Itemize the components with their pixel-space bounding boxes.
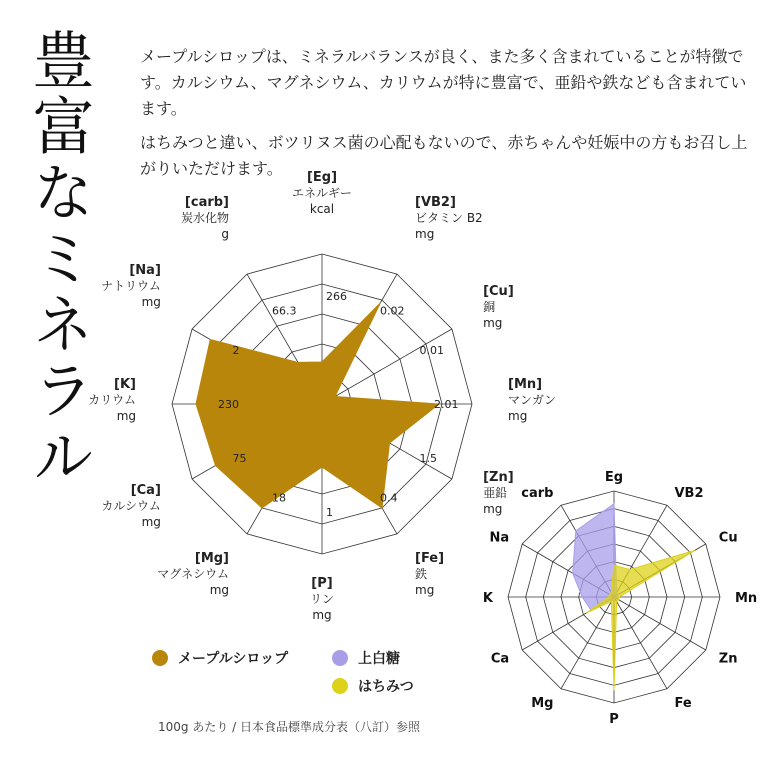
axis-label: VB2	[674, 486, 704, 502]
axis-unit: mg	[312, 607, 332, 622]
axis-label: Mg	[531, 695, 554, 711]
source-note: 100g あたり / 日本食品標準成分表（八訂）参照	[158, 720, 421, 734]
axis-label: carb	[521, 486, 554, 502]
axis-label: Mn	[735, 591, 758, 606]
value-label: 2.01	[434, 398, 459, 411]
axis-code: [Na]	[129, 263, 161, 279]
axis-unit: mg	[483, 502, 503, 516]
value-label: 266	[326, 290, 347, 303]
axis-unit: mg	[415, 227, 435, 242]
axis-name: 鉄	[415, 566, 428, 581]
legend-label-maple: メープルシロップ	[178, 651, 289, 667]
legend-item-sugar	[332, 648, 400, 668]
legend-swatch-sugar	[332, 650, 348, 666]
axis-name: 亜鉛	[483, 486, 508, 500]
axis-label: Zn	[718, 651, 738, 667]
axis-name: 炭水化物	[180, 211, 229, 226]
axis-name: マンガン	[508, 393, 557, 407]
axis-unit: mg	[508, 409, 528, 423]
axis-name: カリウム	[88, 393, 136, 407]
axis-label: Ca	[490, 651, 510, 667]
grid-spoke	[561, 597, 614, 689]
axis-label: Cu	[718, 530, 738, 546]
value-label: 2	[232, 344, 240, 357]
axis-name: 銅	[483, 300, 496, 314]
axis-label: P	[609, 712, 619, 727]
value-label: 0.01	[419, 344, 445, 357]
legend-swatch-honey	[332, 678, 348, 694]
value-label: 75	[232, 452, 247, 465]
grid-spoke	[614, 597, 706, 650]
value-label: 0.02	[380, 304, 405, 318]
value-label: 18	[272, 491, 286, 505]
axis-label: Na	[489, 530, 510, 546]
axis-unit: mg	[141, 295, 161, 310]
legend-item-honey	[332, 676, 414, 696]
axis-code: [Zn]	[483, 470, 514, 485]
value-label: 1.5	[419, 452, 438, 465]
axis-name: エネルギー	[291, 186, 353, 201]
value-label: 66.3	[272, 304, 297, 318]
axis-unit: mg	[415, 582, 435, 597]
axis-name: ビタミン B2	[415, 211, 483, 226]
axis-code: [Eg]	[306, 170, 338, 186]
axis-code: [Mn]	[508, 377, 543, 392]
axis-name: カルシウム	[101, 498, 161, 513]
axis-code: [P]	[311, 575, 333, 591]
legend	[152, 648, 472, 704]
axis-unit: mg	[483, 316, 503, 330]
legend-label-sugar: 上白糖	[358, 651, 400, 667]
axis-unit: kcal	[309, 202, 335, 217]
axis-unit: mg	[141, 514, 161, 529]
axis-code: [VB2]	[415, 195, 456, 211]
axis-name: リン	[309, 591, 335, 606]
axis-code: [carb]	[184, 195, 229, 211]
legend-label-honey: はちみつ	[358, 679, 414, 695]
axis-code: [K]	[114, 377, 136, 392]
axis-label: K	[482, 591, 493, 606]
value-label: 230	[218, 398, 239, 411]
axis-unit: g	[221, 227, 229, 242]
value-label: 1	[326, 506, 333, 519]
axis-code: [Fe]	[415, 550, 445, 566]
legend-item-maple	[152, 648, 288, 668]
axis-name: ナトリウム	[101, 279, 161, 294]
value-label: 0.4	[380, 491, 398, 505]
axis-label: Fe	[674, 695, 692, 711]
axis-unit: mg	[209, 582, 229, 597]
page-title: 豊富なミネラル	[22, 28, 95, 490]
grid-spoke	[614, 597, 667, 689]
axis-unit: mg	[116, 409, 136, 423]
axis-code: [Cu]	[483, 284, 514, 299]
axis-code: [Mg]	[194, 550, 229, 566]
axis-code: [Ca]	[130, 482, 161, 498]
intro-paragraph-2: はちみつと違い、ボツリヌス菌の心配もないので、赤ちゃんや妊娠中の方もお召し上がりいただけます。	[140, 133, 748, 178]
intro-paragraph-1: メープルシロップは、ミネラルバランスが良く、また多く含まれていることが特徴です。カルシウム、マグネシウム、カリウムが特に豊富で、亜鉛や鉄なども含まれています。	[140, 47, 747, 118]
axis-label: Eg	[604, 470, 624, 485]
axis-name: マグネシウム	[157, 566, 229, 581]
legend-swatch-maple	[152, 650, 168, 666]
